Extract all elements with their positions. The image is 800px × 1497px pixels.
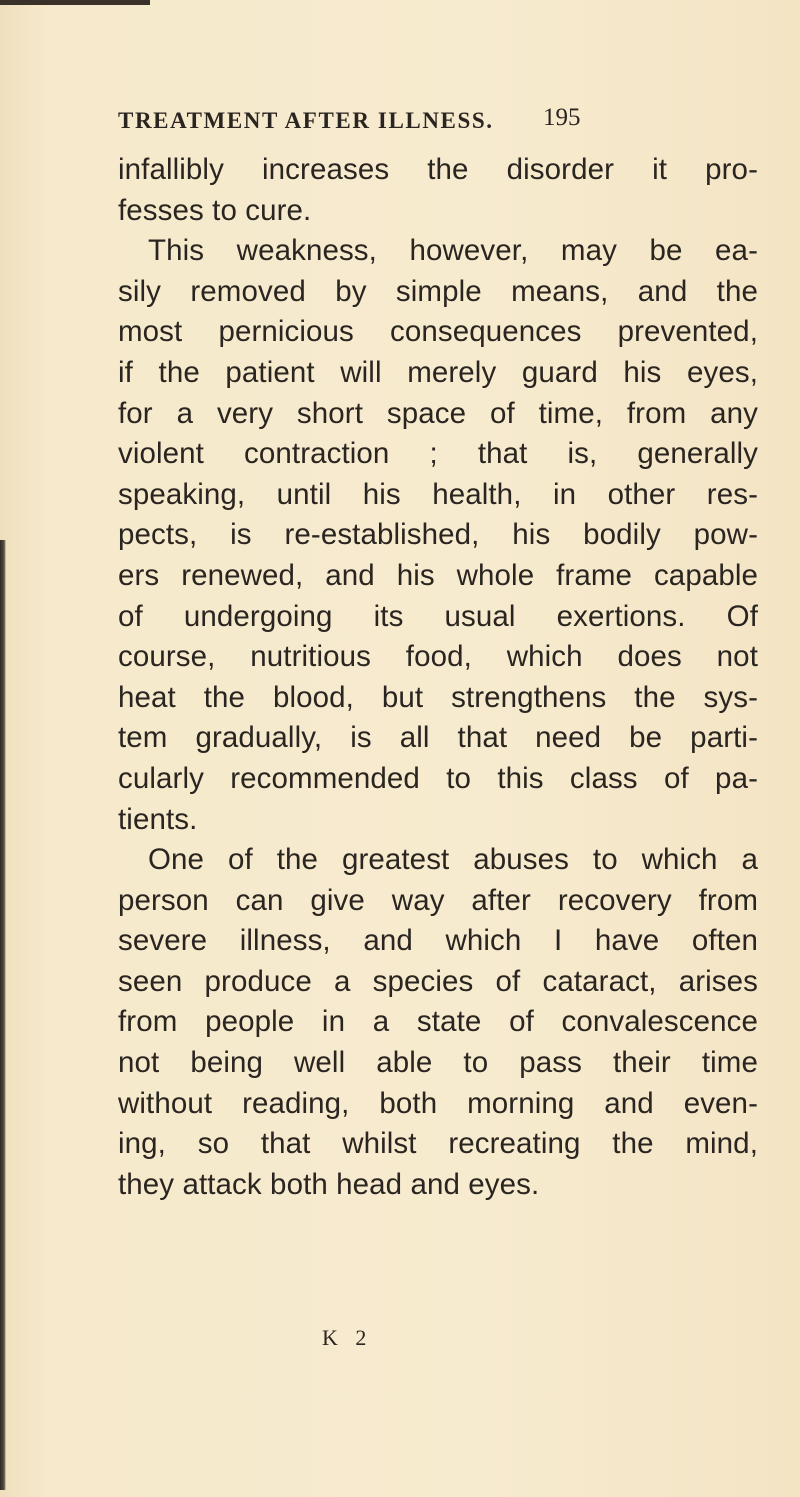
text-line: course, nutritious food, which does not — [118, 640, 758, 674]
text-line: tients. — [118, 802, 198, 836]
text-line: One of the greatest abuses to which a — [148, 843, 758, 877]
text-line: of undergoing its usual exertions. Of — [118, 599, 758, 633]
signature-mark: K 2 — [322, 1325, 373, 1350]
text-line: person can give way after recovery from — [118, 883, 758, 917]
text-line: violent contraction ; that is, generally — [118, 437, 758, 471]
text-line: infallibly increases the disorder it pro- — [118, 153, 758, 186]
body-text — [118, 150, 758, 1205]
text-line: cularly recommended to this class of pa- — [118, 761, 758, 795]
text-line: speaking, until his health, in other res- — [118, 477, 758, 511]
text-line: without reading, both morning and even- — [118, 1086, 758, 1120]
text-line: ers renewed, and his whole frame capable — [118, 558, 758, 592]
text-line: not being well able to pass their time — [118, 1046, 758, 1080]
top-edge-rule — [0, 0, 150, 5]
text-line: tem gradually, is all that need be parti- — [118, 721, 758, 755]
page-number: 195 — [543, 104, 581, 131]
text-line: from people in a state of convalescence — [118, 1005, 758, 1039]
text-line: ing, so that whilst recreating the mind, — [118, 1127, 758, 1161]
text-line: most pernicious consequences prevented, — [118, 315, 758, 349]
text-line: if the patient will merely guard his eyes, — [118, 355, 758, 389]
page-binding-edge — [0, 540, 6, 1490]
text-line: seen produce a species of cataract, arises — [118, 964, 758, 998]
text-line: severe illness, and which I have often — [118, 924, 758, 958]
text-line: sily removed by simple means, and the — [118, 274, 758, 308]
page-header — [118, 104, 658, 144]
running-title: TREATMENT AFTER ILLNESS. — [118, 108, 494, 133]
text-line: heat the blood, but strengthens the sys- — [118, 680, 758, 714]
text-line: This weakness, however, may be ea- — [148, 234, 758, 268]
text-line: fesses to cure. — [118, 193, 312, 227]
text-line: they attack both head and eyes. — [118, 1167, 540, 1201]
text-line: pects, is re-established, his bodily pow- — [118, 518, 758, 552]
text-line: for a very short space of time, from any — [118, 396, 758, 430]
